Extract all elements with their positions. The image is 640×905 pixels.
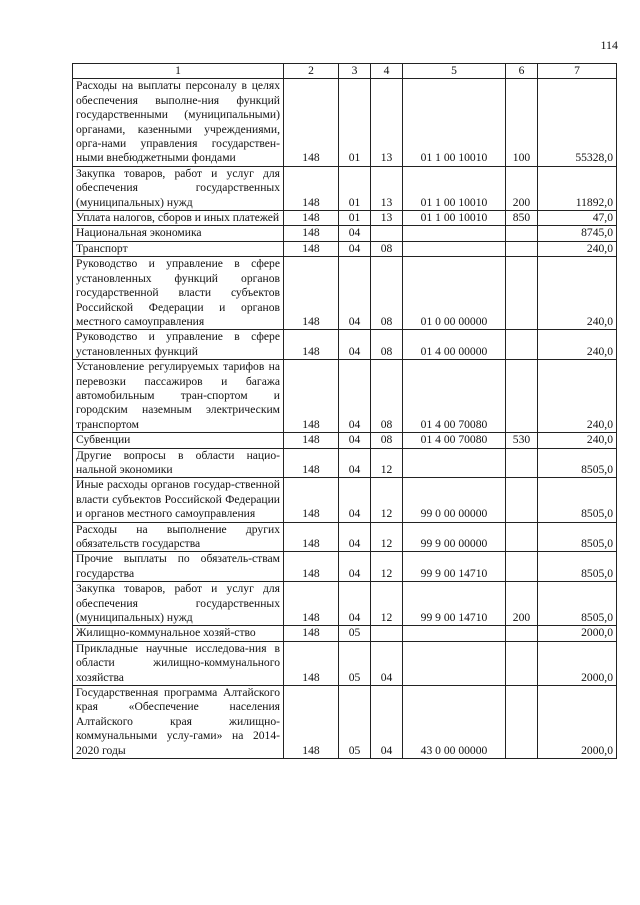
table-row (73, 433, 617, 448)
expense-name-cell: Прочие выплаты по обязатель-ствам государства (73, 552, 284, 582)
amount-cell: 2000,0 (538, 626, 617, 641)
expense-type-cell (506, 257, 538, 330)
table-row (73, 241, 617, 256)
section-code-cell: 04 (339, 448, 371, 478)
amount-cell: 8745,0 (538, 226, 617, 241)
grbs-code-cell: 148 (284, 211, 339, 226)
amount-cell: 55328,0 (538, 79, 617, 166)
amount-cell: 11892,0 (538, 166, 617, 210)
grbs-code-cell: 148 (284, 330, 339, 360)
table-row (73, 211, 617, 226)
grbs-code-cell: 148 (284, 626, 339, 641)
table-row (73, 641, 617, 685)
section-code-cell: 04 (339, 478, 371, 522)
target-article-cell: 01 0 00 00000 (403, 257, 506, 330)
amount-cell: 47,0 (538, 211, 617, 226)
grbs-code-cell: 148 (284, 79, 339, 166)
target-article-cell: 99 9 00 14710 (403, 552, 506, 582)
expense-name-cell: Установление регулируемых тарифов на перевозки пассажиров и багажа автомобильным тран-спортом и городским наземным электрическим транспортом (73, 360, 284, 433)
section-code-cell: 04 (339, 360, 371, 433)
section-code-cell: 05 (339, 626, 371, 641)
subsection-code-cell: 12 (371, 448, 403, 478)
table-row (73, 478, 617, 522)
section-code-cell: 04 (339, 433, 371, 448)
subsection-code-cell: 08 (371, 241, 403, 256)
grbs-code-cell: 148 (284, 686, 339, 759)
expense-type-cell (506, 522, 538, 552)
table-row (73, 552, 617, 582)
expense-type-cell (506, 330, 538, 360)
table-row (73, 226, 617, 241)
grbs-code-cell: 148 (284, 166, 339, 210)
expense-type-cell: 850 (506, 211, 538, 226)
expense-name-cell: Закупка товаров, работ и услуг для обеспечения государственных (муниципальных) нужд (73, 582, 284, 626)
table-row (73, 166, 617, 210)
target-article-cell (403, 226, 506, 241)
grbs-code-cell: 148 (284, 522, 339, 552)
subsection-code-cell: 04 (371, 686, 403, 759)
grbs-code-cell: 148 (284, 360, 339, 433)
subsection-code-cell: 08 (371, 433, 403, 448)
amount-cell: 240,0 (538, 241, 617, 256)
expense-name-cell: Уплата налогов, сборов и иных платежей (73, 211, 284, 226)
header-cell: 2 (284, 64, 339, 79)
section-code-cell: 04 (339, 226, 371, 241)
table-row (73, 360, 617, 433)
expense-name-cell: Закупка товаров, работ и услуг для обеспечения государственных (муниципальных) нужд (73, 166, 284, 210)
section-code-cell: 04 (339, 522, 371, 552)
budget-table (72, 63, 617, 759)
header-cell: 1 (73, 64, 284, 79)
subsection-code-cell: 12 (371, 582, 403, 626)
section-code-cell: 01 (339, 211, 371, 226)
table-row (73, 626, 617, 641)
amount-cell: 8505,0 (538, 552, 617, 582)
expense-name-cell: Расходы на выплаты персоналу в целях обеспечения выполне-ния функций государственными (муниципальными) органами, казенными учреждениями, орга-нами управления государствен-ными внебюджетными фондами (73, 79, 284, 166)
grbs-code-cell: 148 (284, 582, 339, 626)
table-header-row (73, 64, 617, 79)
subsection-code-cell: 08 (371, 330, 403, 360)
grbs-code-cell: 148 (284, 241, 339, 256)
grbs-code-cell: 148 (284, 641, 339, 685)
expense-type-cell: 200 (506, 582, 538, 626)
expense-name-cell: Руководство и управление в сфере установленных функций (73, 330, 284, 360)
table-row (73, 257, 617, 330)
table-row (73, 448, 617, 478)
section-code-cell: 04 (339, 552, 371, 582)
grbs-code-cell: 148 (284, 257, 339, 330)
grbs-code-cell: 148 (284, 226, 339, 241)
expense-type-cell (506, 626, 538, 641)
subsection-code-cell: 12 (371, 478, 403, 522)
target-article-cell (403, 241, 506, 256)
grbs-code-cell: 148 (284, 478, 339, 522)
header-cell: 6 (506, 64, 538, 79)
target-article-cell: 01 1 00 10010 (403, 166, 506, 210)
expense-name-cell: Национальная экономика (73, 226, 284, 241)
section-code-cell: 04 (339, 241, 371, 256)
expense-type-cell (506, 360, 538, 433)
target-article-cell: 01 4 00 70080 (403, 360, 506, 433)
table-row (73, 330, 617, 360)
target-article-cell: 01 4 00 70080 (403, 433, 506, 448)
amount-cell: 2000,0 (538, 641, 617, 685)
expense-type-cell (506, 552, 538, 582)
section-code-cell: 01 (339, 166, 371, 210)
header-cell: 3 (339, 64, 371, 79)
amount-cell: 240,0 (538, 330, 617, 360)
amount-cell: 240,0 (538, 433, 617, 448)
amount-cell: 8505,0 (538, 522, 617, 552)
header-cell: 4 (371, 64, 403, 79)
expense-name-cell: Расходы на выполнение других обязательств государства (73, 522, 284, 552)
grbs-code-cell: 148 (284, 552, 339, 582)
expense-type-cell (506, 448, 538, 478)
expense-type-cell: 530 (506, 433, 538, 448)
target-article-cell (403, 448, 506, 478)
subsection-code-cell: 12 (371, 552, 403, 582)
subsection-code-cell: 13 (371, 211, 403, 226)
target-article-cell: 99 0 00 00000 (403, 478, 506, 522)
target-article-cell: 43 0 00 00000 (403, 686, 506, 759)
section-code-cell: 04 (339, 582, 371, 626)
header-cell: 7 (538, 64, 617, 79)
table-row (73, 79, 617, 166)
expense-type-cell: 200 (506, 166, 538, 210)
target-article-cell (403, 626, 506, 641)
subsection-code-cell (371, 226, 403, 241)
amount-cell: 8505,0 (538, 582, 617, 626)
target-article-cell: 01 4 00 00000 (403, 330, 506, 360)
subsection-code-cell: 08 (371, 257, 403, 330)
expense-name-cell: Прикладные научные исследова-ния в области жилищно-коммунального хозяйства (73, 641, 284, 685)
target-article-cell: 99 9 00 00000 (403, 522, 506, 552)
expense-name-cell: Иные расходы органов государ-ственной власти субъектов Российской Федерации и органов местного самоуправления (73, 478, 284, 522)
expense-name-cell: Руководство и управление в сфере установленных функций органов государственной власти субъектов Российской Федерации и органов местного самоуправления (73, 257, 284, 330)
expense-name-cell: Жилищно-коммунальное хозяй-ство (73, 626, 284, 641)
section-code-cell: 04 (339, 257, 371, 330)
expense-name-cell: Субвенции (73, 433, 284, 448)
section-code-cell: 05 (339, 641, 371, 685)
subsection-code-cell: 08 (371, 360, 403, 433)
target-article-cell: 01 1 00 10010 (403, 211, 506, 226)
subsection-code-cell (371, 626, 403, 641)
table-row (73, 522, 617, 552)
expense-type-cell (506, 226, 538, 241)
grbs-code-cell: 148 (284, 448, 339, 478)
amount-cell: 240,0 (538, 257, 617, 330)
amount-cell: 8505,0 (538, 448, 617, 478)
expense-type-cell (506, 478, 538, 522)
section-code-cell: 01 (339, 79, 371, 166)
amount-cell: 8505,0 (538, 478, 617, 522)
expense-name-cell: Государственная программа Алтайского края «Обеспечение населения Алтайского края жилищно-коммунальными услу-гами» на 2014-2020 годы (73, 686, 284, 759)
subsection-code-cell: 13 (371, 79, 403, 166)
amount-cell: 2000,0 (538, 686, 617, 759)
expense-type-cell (506, 241, 538, 256)
table-row (73, 582, 617, 626)
page-number: 114 (600, 38, 618, 52)
header-cell: 5 (403, 64, 506, 79)
section-code-cell: 05 (339, 686, 371, 759)
expense-type-cell (506, 641, 538, 685)
table-row (73, 686, 617, 759)
expense-name-cell: Другие вопросы в области нацио-нальной экономики (73, 448, 284, 478)
expense-type-cell (506, 686, 538, 759)
section-code-cell: 04 (339, 330, 371, 360)
expense-name-cell: Транспорт (73, 241, 284, 256)
grbs-code-cell: 148 (284, 433, 339, 448)
amount-cell: 240,0 (538, 360, 617, 433)
subsection-code-cell: 12 (371, 522, 403, 552)
expense-type-cell: 100 (506, 79, 538, 166)
target-article-cell: 01 1 00 10010 (403, 79, 506, 166)
target-article-cell: 99 9 00 14710 (403, 582, 506, 626)
subsection-code-cell: 13 (371, 166, 403, 210)
subsection-code-cell: 04 (371, 641, 403, 685)
target-article-cell (403, 641, 506, 685)
